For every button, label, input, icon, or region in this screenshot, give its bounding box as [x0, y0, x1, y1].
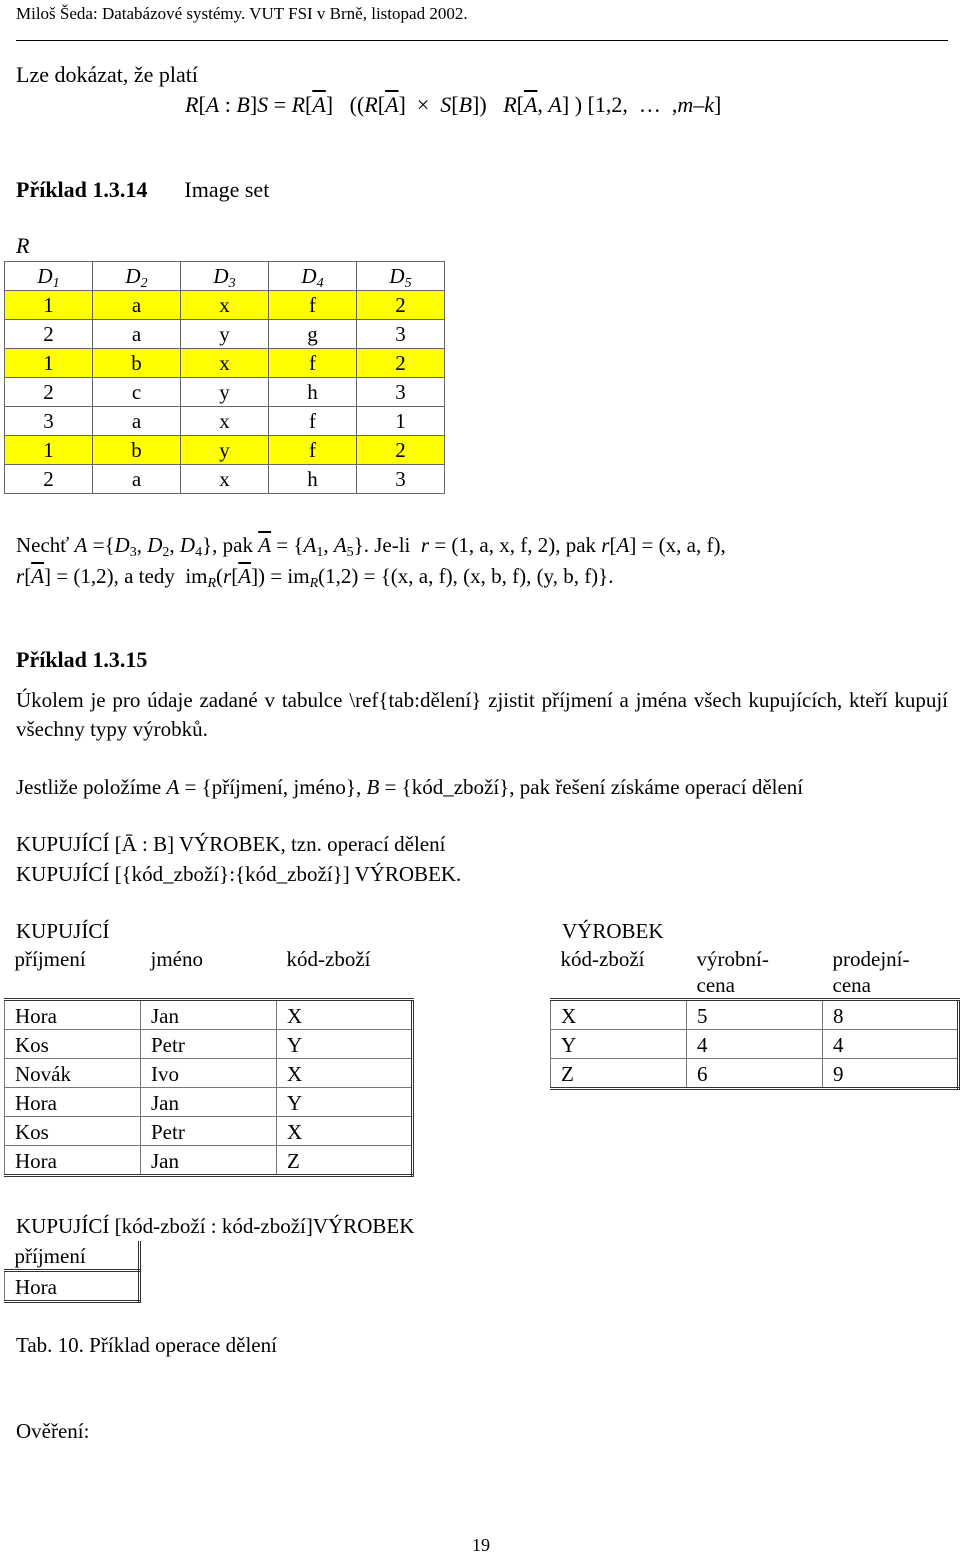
page-number: 19	[472, 1535, 490, 1555]
table-cell: 1	[357, 407, 445, 436]
table-cell: x	[181, 349, 269, 378]
verification-label: Ověření:	[16, 1419, 90, 1443]
table-cell: 1	[5, 436, 93, 465]
example-15-task: Úkolem je pro údaje zadané v tabulce \ref{tab:dělení} zjistit příjmení a jména všech kupujících, kteří kupují všechny typy výrobků.	[16, 688, 948, 741]
division-line-2: KUPUJÍCÍ [{kód_zboží}:{kód_zboží}] VÝROBEK.	[16, 862, 462, 886]
table-cell: 2	[5, 378, 93, 407]
table-cell: f	[269, 436, 357, 465]
column-header: kód-zboží	[551, 944, 687, 1000]
table-cell: 6	[687, 1059, 823, 1089]
table-cell: x	[181, 465, 269, 494]
table-cell: Jan	[141, 1088, 277, 1117]
result-table	[4, 1241, 141, 1303]
table-cell: g	[269, 320, 357, 349]
table-cell: Jan	[141, 1000, 277, 1030]
table-cell: X	[551, 1000, 687, 1030]
table-row	[5, 1000, 413, 1030]
table-row	[5, 1030, 413, 1059]
table-cell: x	[181, 407, 269, 436]
table-cell: Kos	[5, 1030, 141, 1059]
table-cell: 3	[357, 378, 445, 407]
table-cell: 3	[5, 407, 93, 436]
table-cell: 3	[357, 320, 445, 349]
table-cell: 1	[5, 349, 93, 378]
table-cell: Petr	[141, 1117, 277, 1146]
table-header-row	[551, 944, 959, 1000]
table-row	[5, 465, 445, 494]
column-header: $D_2$	[93, 262, 181, 291]
table-cell: c	[93, 378, 181, 407]
table-cell: f	[269, 407, 357, 436]
table-cell: 2	[357, 349, 445, 378]
table-row	[5, 349, 445, 378]
table-cell: y	[181, 378, 269, 407]
table-cell: Ivo	[141, 1059, 277, 1088]
header-rule	[16, 40, 948, 41]
vyrobek-table	[550, 944, 960, 1090]
kupujici-title: KUPUJÍCÍ	[16, 919, 110, 943]
table-cell: Z	[551, 1059, 687, 1089]
column-header: výrobní- cena	[687, 944, 823, 1000]
table-cell: h	[269, 465, 357, 494]
table-cell: Kos	[5, 1117, 141, 1146]
table-cell: 2	[5, 465, 93, 494]
table-cell: Hora	[5, 1088, 141, 1117]
table-cell: 2	[5, 320, 93, 349]
column-header: prodejní- cena	[823, 944, 959, 1000]
image-set-line-2: $r[\overline{A}] = (1,2)$, a tedy $im_R(r[\overline{A}]) = im_R(1,2) = \{(x$, a, f), (x, b, f), (y, b, f)}.	[16, 564, 614, 591]
table-row	[5, 1117, 413, 1146]
table-cell: 1	[5, 291, 93, 320]
table-cell: a	[93, 320, 181, 349]
example-14-title: Image set	[184, 177, 270, 202]
relation-name: R	[16, 233, 30, 258]
division-formula: R[A : $B]S = R[\overline{A}] ((R[\overline{A}] \times S[B])$ $R[\overline{A}$, A] ) [1,2, … ,m–k]	[185, 92, 722, 117]
assignment-line: Jestliže položíme A = {příjmení, jméno}, B = {kód_zboží}, pak řešení získáme operací dělení	[16, 775, 804, 799]
column-header: $D_4$	[269, 262, 357, 291]
example-14-label: Příklad 1.3.14	[16, 177, 148, 202]
table-cell: X	[277, 1059, 413, 1088]
table-cell: Petr	[141, 1030, 277, 1059]
kupujici-table	[4, 944, 414, 1177]
table-cell: f	[269, 291, 357, 320]
table-cell: X	[277, 1000, 413, 1030]
table-cell: 4	[823, 1030, 959, 1059]
vyrobek-title: VÝROBEK	[562, 919, 664, 943]
column-header: $D_1$	[5, 262, 93, 291]
table-cell: Novák	[5, 1059, 141, 1088]
table-cell: b	[93, 436, 181, 465]
column-header: příjmení	[5, 944, 141, 1000]
table-row	[5, 320, 445, 349]
table-cell: f	[269, 349, 357, 378]
table-cell: x	[181, 291, 269, 320]
result-title: KUPUJÍCÍ [kód-zboží : kód-zboží]VÝROBEK	[16, 1214, 415, 1238]
column-header: $D_5$	[357, 262, 445, 291]
table-row	[5, 1271, 140, 1302]
table-cell: 8	[823, 1000, 959, 1030]
table-row	[5, 436, 445, 465]
table-header-row	[5, 1241, 140, 1271]
table-cell: 5	[687, 1000, 823, 1030]
intro-text: Lze dokázat, že platí	[16, 62, 199, 87]
table-header-row	[5, 944, 413, 1000]
table-cell: b	[93, 349, 181, 378]
table-cell: 2	[357, 291, 445, 320]
table-cell: h	[269, 378, 357, 407]
table-cell: y	[181, 320, 269, 349]
table-caption: Tab. 10. Příklad operace dělení	[16, 1333, 277, 1357]
division-line-1: KUPUJÍCÍ [Ā : B] VÝROBEK, tzn. operací dělení	[16, 832, 446, 856]
column-header: kód-zboží	[277, 944, 413, 1000]
table-cell: a	[93, 291, 181, 320]
table-cell: Hora	[5, 1146, 141, 1176]
table-cell: a	[93, 465, 181, 494]
table-cell: Hora	[5, 1271, 140, 1302]
table-row	[5, 378, 445, 407]
table-cell: 9	[823, 1059, 959, 1089]
table-row	[5, 407, 445, 436]
table-row	[551, 1059, 959, 1089]
example-14-heading	[16, 177, 269, 203]
table-row	[5, 1088, 413, 1117]
table-header-row	[5, 262, 445, 291]
table-row	[551, 1030, 959, 1059]
image-set-line-1: Nechť $A =\{D_3$, $D_2$, $D_4$}, pak $\overline{A} = \{A_1$, $A_5$}. Je-li r = (1, a, x, f, 2), pak r[A] = (x, a, f),	[16, 533, 726, 560]
table-cell: y	[181, 436, 269, 465]
table-cell: Y	[551, 1030, 687, 1059]
table-cell: Z	[277, 1146, 413, 1176]
example-15-label: Příklad 1.3.15	[16, 647, 148, 672]
column-header: příjmení	[5, 1241, 140, 1271]
table-cell: a	[93, 407, 181, 436]
table-cell: X	[277, 1117, 413, 1146]
table-cell: 3	[357, 465, 445, 494]
page-header: Miloš Šeda: Databázové systémy. VUT FSI v Brně, listopad 2002.	[16, 4, 468, 23]
column-header: jméno	[141, 944, 277, 1000]
table-row	[5, 1059, 413, 1088]
table-row	[551, 1000, 959, 1030]
table-cell: Y	[277, 1030, 413, 1059]
table-row	[5, 1146, 413, 1176]
table-cell: Hora	[5, 1000, 141, 1030]
table-cell: Y	[277, 1088, 413, 1117]
table-cell: 4	[687, 1030, 823, 1059]
table-row	[5, 291, 445, 320]
table-cell: Jan	[141, 1146, 277, 1176]
table-cell: 2	[357, 436, 445, 465]
column-header: $D_3$	[181, 262, 269, 291]
relation-r-table	[4, 261, 445, 494]
